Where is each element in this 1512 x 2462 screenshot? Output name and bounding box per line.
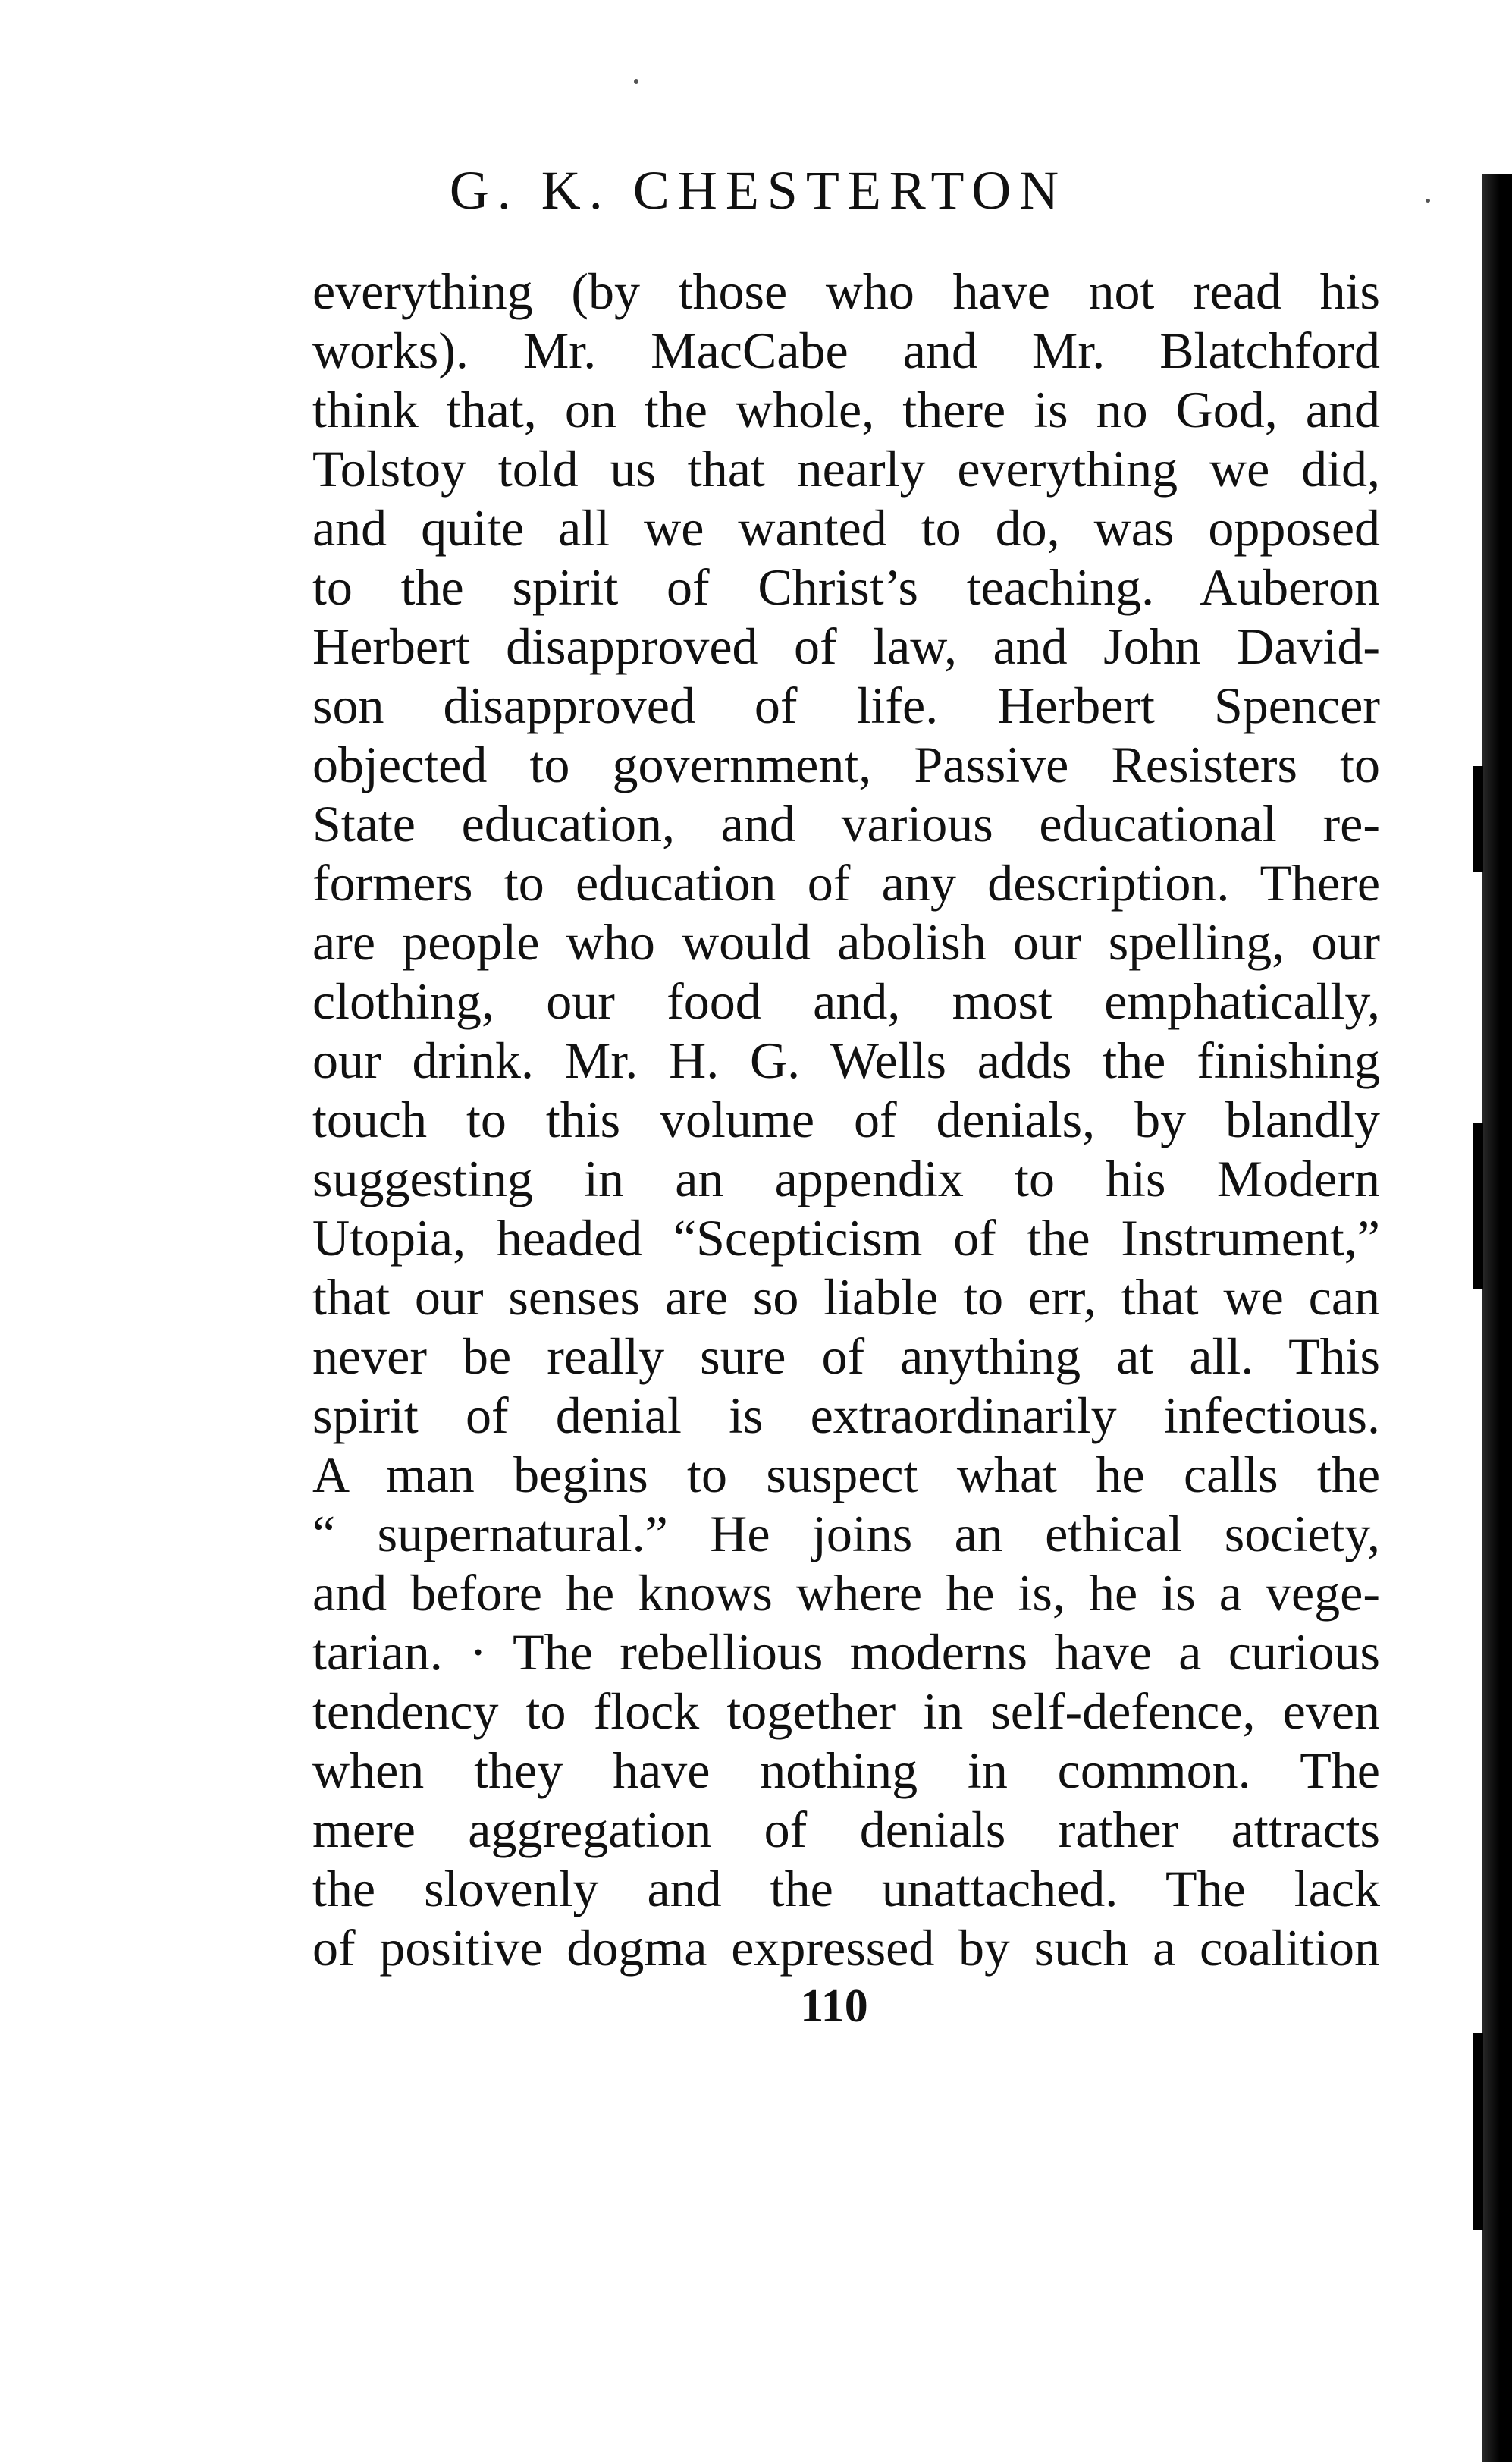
text-line: and quite all we wanted to do, was opposed (312, 499, 1380, 557)
text-line: are people who would abolish our spelling, our (312, 913, 1380, 971)
text-line: everything (by those who have not read his (312, 262, 1380, 320)
text-line: Utopia, headed “Scepticism of the Instrument,” (312, 1209, 1380, 1267)
text-line: the slovenly and the unattached. The lack (312, 1860, 1380, 1917)
text-line: of positive dogma expressed by such a coalition (312, 1919, 1380, 1977)
text-line: tendency to flock together in self-defence, even (312, 1682, 1380, 1740)
page-edge-shadow (1482, 174, 1512, 2462)
page-edge-notch (1473, 766, 1483, 872)
page-edge-notch (1473, 1123, 1483, 1289)
text-line: touch to this volume of denials, by blandly (312, 1091, 1380, 1148)
text-line: our drink. Mr. H. G. Wells adds the finishing (312, 1032, 1380, 1089)
ink-speck (1426, 199, 1430, 203)
text-line: works). Mr. MacCabe and Mr. Blatchford (312, 322, 1380, 379)
text-line: that our senses are so liable to err, that we can (312, 1268, 1380, 1326)
text-line: suggesting in an appendix to his Modern (312, 1150, 1380, 1207)
text-line: clothing, our food and, most emphatically, (312, 972, 1380, 1030)
page-number: 110 (800, 1980, 868, 2032)
text-line: son disapproved of life. Herbert Spencer (312, 677, 1380, 734)
body-text (312, 262, 1380, 1977)
text-line: never be really sure of anything at all. This (312, 1327, 1380, 1385)
page-edge-notch (1473, 2033, 1483, 2230)
text-line: Herbert disapproved of law, and John David- (312, 617, 1380, 675)
text-line: formers to education of any description. There (312, 854, 1380, 912)
text-line: to the spirit of Christ’s teaching. Auberon (312, 558, 1380, 616)
text-line: and before he knows where he is, he is a vege- (312, 1564, 1380, 1622)
text-line: think that, on the whole, there is no God, and (312, 381, 1380, 438)
text-line: mere aggregation of denials rather attracts (312, 1801, 1380, 1858)
text-line: objected to government, Passive Resisters to (312, 736, 1380, 793)
text-line: spirit of denial is extraordinarily infectious. (312, 1386, 1380, 1444)
text-line: Tolstoy told us that nearly everything we did, (312, 440, 1380, 498)
text-line: when they have nothing in common. The (312, 1741, 1380, 1799)
text-line: State education, and various educational re- (312, 795, 1380, 853)
text-line: tarian. · The rebellious moderns have a curious (312, 1623, 1380, 1681)
text-line: A man begins to suspect what he calls the (312, 1446, 1380, 1503)
ink-speck (634, 79, 638, 84)
text-line: “ supernatural.” He joins an ethical society, (312, 1505, 1380, 1562)
running-head: G. K. CHESTERTON (449, 160, 1068, 221)
